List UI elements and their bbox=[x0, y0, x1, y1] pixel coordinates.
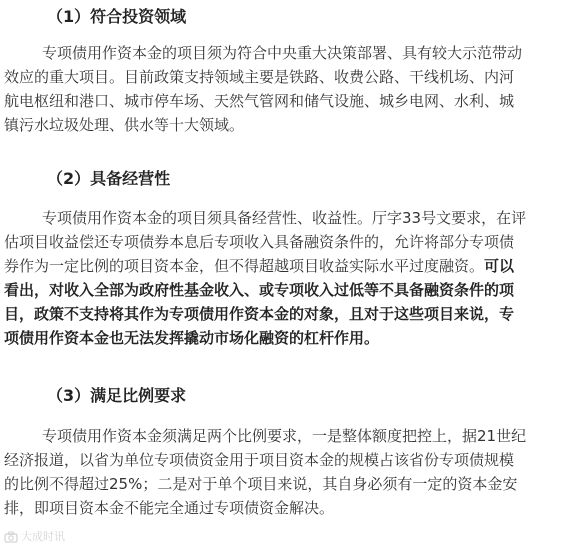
section-heading-operability: （2）具备经营性 bbox=[47, 169, 171, 188]
emphasis-text: 可以 bbox=[484, 257, 515, 275]
emphasis-line: 项债用作资本金也无法发挥撬动市场化融资的杠杆作用。 bbox=[4, 329, 380, 347]
section-paragraph-investment-field bbox=[4, 41, 584, 137]
paragraph-line: 的比例不得超过25%；二是对于单个项目来说，其自身必须有一定的资本金安 bbox=[4, 475, 518, 493]
paragraph-line: 专项债用作资本金的项目须为符合中央重大决策部署、具有较大示范带动 bbox=[42, 44, 523, 62]
paragraph-line: 估项目收益偿还专项债券本息后专项收入具备融资条件的，允许将部分专项债 bbox=[4, 233, 515, 251]
paragraph-line: 效应的重大项目。目前政策支持领域主要是铁路、收费公路、干线机场、内河 bbox=[4, 68, 515, 86]
paragraph-text: 券作为一定比例的项目资本金，但不得超越项目收益实际水平过度融资。 bbox=[4, 257, 485, 275]
section-heading-ratio-requirement: （3）满足比例要求 bbox=[47, 386, 187, 405]
section-heading-investment-field: （1）符合投资领域 bbox=[47, 7, 187, 26]
section-paragraph-ratio-requirement bbox=[4, 424, 584, 520]
camera-logo-icon bbox=[4, 531, 18, 543]
watermark bbox=[4, 530, 65, 544]
paragraph-line: 经济报道，以省为单位专项债资金用于项目资本金的规模占该省份专项债规模 bbox=[4, 451, 515, 469]
paragraph-line: 排，即项目资本金不能完全通过专项债资金解决。 bbox=[4, 499, 335, 517]
paragraph-line bbox=[4, 254, 584, 278]
emphasis-line: 看出，对收入全部为政府性基金收入、或专项收入过低等不具备融资条件的项 bbox=[4, 281, 515, 299]
paragraph-line: 航电枢纽和港口、城市停车场、天然气管网和储气设施、城乡电网、水利、城 bbox=[4, 92, 515, 110]
emphasis-line: 目，政策不支持将其作为专项债用作资本金的对象，且对于这些项目来说，专 bbox=[4, 305, 515, 323]
watermark-text: 大成时讯 bbox=[21, 530, 65, 543]
paragraph-line: 镇污水垃圾处理、供水等十大领域。 bbox=[4, 116, 245, 134]
paragraph-line: 专项债用作资本金的项目须具备经营性、收益性。厅字33号文要求，在评 bbox=[42, 209, 527, 227]
paragraph-line: 专项债用作资本金须满足两个比例要求，一是整体额度把控上，据21世纪 bbox=[42, 427, 527, 445]
section-paragraph-operability bbox=[4, 206, 584, 350]
